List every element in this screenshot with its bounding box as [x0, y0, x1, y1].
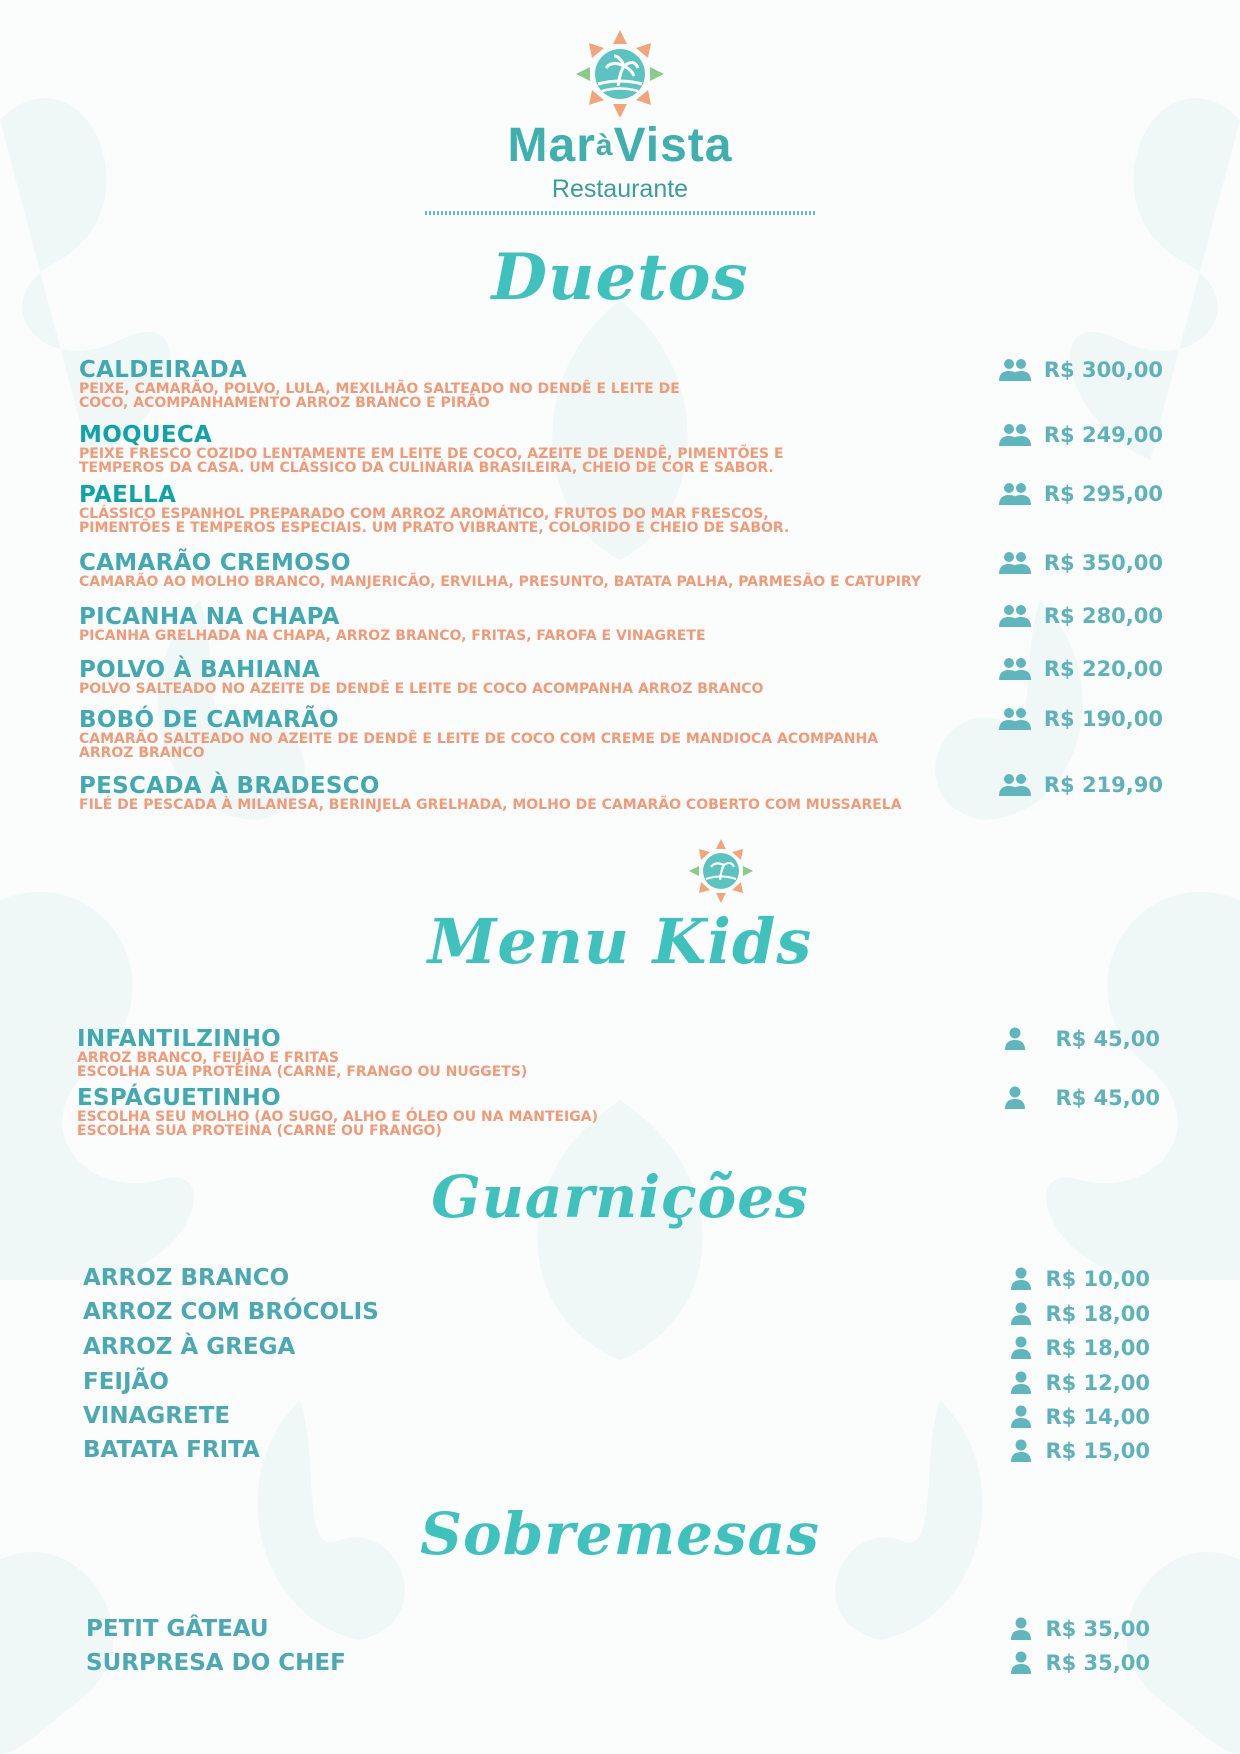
menu-item-moqueca: [79, 423, 979, 475]
two-people-icon: [998, 773, 1032, 797]
section-title-sobremesas: Sobremesas: [420, 1500, 820, 1568]
item-description: POLVO SALTEADO NO AZEITE DE DENDÊ E LEITE DE COCO ACOMPANHA ARROZ BRANCO: [79, 681, 764, 697]
item-name: ESPÁGUETINHO: [77, 1085, 281, 1111]
item-description: PEIXE, CAMARÃO, POLVO, LULA, MEXILHÃO SALTEADO NO DENDÊ E LEITE DE: [79, 381, 680, 397]
item-name: PESCADA À BRADESCO: [79, 773, 380, 799]
dessert-item: SURPRESA DO CHEF: [86, 1650, 346, 1676]
section-title-duetos: Duetos: [491, 240, 749, 315]
section-title-guarnicoes: Guarnições: [431, 1163, 809, 1231]
section-title-kids: Menu Kids: [427, 905, 813, 978]
item-price: R$ 45,00: [1055, 1027, 1160, 1051]
menu-item-espaguetinho: [77, 1086, 977, 1138]
item-description: CAMARÃO SALTEADO NO AZEITE DE DENDÊ E LEITE DE COCO COM CREME DE MANDIOCA ACOMPANHA: [79, 731, 879, 747]
dessert-item: PETIT GÂTEAU: [86, 1616, 269, 1642]
price-row: [1011, 1302, 1150, 1326]
item-name: CAMARÃO CREMOSO: [79, 550, 351, 576]
price-row: [998, 423, 1163, 447]
item-price: R$ 12,00: [1045, 1371, 1150, 1395]
price-row: [1011, 1267, 1150, 1291]
price-row: [998, 773, 1163, 797]
item-description: CAMARÃO AO MOLHO BRANCO, MANJERICÃO, ERVILHA, PRESUNTO, BATATA PALHA, PARMESÃO E CATUPIRY: [79, 574, 922, 590]
person-icon: [1011, 1302, 1031, 1326]
item-description: ARROZ BRANCO: [79, 745, 205, 761]
brand-logotype: [480, 118, 760, 204]
item-description: FILÉ DE PESCADA À MILANESA, BERINJELA GRELHADA, MOLHO DE CAMARÃO COBERTO COM MUSSARELA: [79, 797, 902, 813]
price-row: [998, 657, 1163, 681]
menu-item-picanha: [79, 605, 979, 643]
item-description: PIMENTÕES E TEMPEROS ESPECIAIS. UM PRATO VIBRANTE, COLORIDO E CHEIO DE SABOR.: [79, 520, 790, 536]
menu-item-paella: [79, 483, 979, 535]
brand-name: MaràVista: [507, 119, 733, 172]
price-row: [1011, 1371, 1150, 1395]
price-row: [998, 358, 1163, 382]
price-row: [998, 551, 1163, 575]
item-name: POLVO À BAHIANA: [79, 657, 321, 683]
person-icon: [1011, 1439, 1031, 1463]
item-description: ESCOLHA SUA PROTEÍNA (CARNE, FRANGO OU NUGGETS): [77, 1064, 528, 1080]
price-row: [1011, 1336, 1150, 1360]
item-price: R$ 220,00: [1043, 657, 1163, 681]
side-item: ARROZ COM BRÓCOLIS: [83, 1299, 379, 1325]
price-row: [998, 604, 1163, 628]
person-icon: [1011, 1405, 1031, 1429]
item-description: TEMPEROS DA CASA. UM CLÁSSICO DA CULINÁRIA BRASILEIRA, CHEIO DE COR E SABOR.: [79, 460, 774, 476]
person-icon: [1011, 1617, 1031, 1641]
item-price: R$ 15,00: [1045, 1439, 1150, 1463]
item-price: R$ 249,00: [1043, 423, 1163, 447]
item-description: COCO, ACOMPANHAMENTO ARROZ BRANCO E PIRÃO: [79, 395, 490, 411]
two-people-icon: [998, 707, 1032, 731]
person-icon: [1011, 1651, 1031, 1675]
price-row: [1005, 1027, 1160, 1051]
menu-item-polvo: [79, 658, 979, 696]
price-row: [1011, 1617, 1150, 1641]
item-name: BOBÓ DE CAMARÃO: [79, 707, 339, 733]
item-description: ARROZ BRANCO, FEIJÃO E FRITAS: [77, 1050, 339, 1066]
price-row: [1011, 1439, 1150, 1463]
item-description: PICANHA GRELHADA NA CHAPA, ARROZ BRANCO, FRITAS, FAROFA E VINAGRETE: [79, 628, 706, 644]
item-description: ESCOLHA SUA PROTEÍNA (CARNE OU FRANGO): [77, 1123, 442, 1139]
menu-item-camarao-cremoso: [79, 551, 979, 589]
item-name: PAELLA: [79, 482, 177, 508]
small-sun-logo: [688, 838, 754, 904]
item-description: CLÁSSICO ESPANHOL PREPARADO COM ARROZ AROMÁTICO, FRUTOS DO MAR FRESCOS,: [79, 506, 769, 522]
item-price: R$ 10,00: [1045, 1267, 1150, 1291]
item-price: R$ 14,00: [1045, 1405, 1150, 1429]
item-price: R$ 190,00: [1043, 707, 1163, 731]
two-people-icon: [998, 423, 1032, 447]
two-people-icon: [998, 551, 1032, 575]
item-price: R$ 219,90: [1043, 773, 1163, 797]
price-row: [1011, 1651, 1150, 1675]
side-item: FEIJÃO: [83, 1369, 169, 1395]
item-price: R$ 280,00: [1043, 604, 1163, 628]
side-item: BATATA FRITA: [83, 1437, 260, 1463]
two-people-icon: [998, 358, 1032, 382]
item-name: INFANTILZINHO: [77, 1026, 282, 1052]
person-icon: [1011, 1371, 1031, 1395]
item-price: R$ 35,00: [1045, 1651, 1150, 1675]
price-row: [998, 482, 1163, 506]
item-name: CALDEIRADA: [79, 357, 248, 383]
price-row: [998, 707, 1163, 731]
item-price: R$ 18,00: [1045, 1336, 1150, 1360]
menu-item-pescada: [79, 774, 979, 812]
sun-palm-logo: [490, 28, 750, 120]
side-item: ARROZ À GREGA: [83, 1334, 296, 1360]
two-people-icon: [998, 657, 1032, 681]
person-icon: [1011, 1267, 1031, 1291]
side-item: VINAGRETE: [83, 1403, 231, 1429]
item-price: R$ 300,00: [1043, 358, 1163, 382]
side-item: ARROZ BRANCO: [83, 1265, 290, 1291]
person-icon: [1011, 1336, 1031, 1360]
header-divider: [425, 211, 815, 215]
item-price: R$ 35,00: [1045, 1617, 1150, 1641]
item-price: R$ 45,00: [1055, 1086, 1160, 1110]
person-icon: [1005, 1027, 1025, 1051]
two-people-icon: [998, 482, 1032, 506]
item-price: R$ 295,00: [1043, 482, 1163, 506]
brand-subtitle: Restaurante: [551, 175, 689, 203]
price-row: [1005, 1086, 1160, 1110]
item-price: R$ 350,00: [1043, 551, 1163, 575]
price-row: [1011, 1405, 1150, 1429]
person-icon: [1005, 1086, 1025, 1110]
item-price: R$ 18,00: [1045, 1302, 1150, 1326]
item-name: PICANHA NA CHAPA: [79, 604, 340, 630]
item-name: MOQUECA: [79, 422, 213, 448]
item-description: PEIXE FRESCO COZIDO LENTAMENTE EM LEITE DE COCO, AZEITE DE DENDÊ, PIMENTÕES E: [79, 446, 784, 462]
menu-item-caldeirada: [79, 358, 979, 410]
two-people-icon: [998, 604, 1032, 628]
menu-item-infantilzinho: [77, 1027, 977, 1079]
item-description: ESCOLHA SEU MOLHO (AO SUGO, ALHO E ÓLEO OU NA MANTEIGA): [77, 1109, 598, 1125]
menu-item-bobo: [79, 708, 979, 760]
